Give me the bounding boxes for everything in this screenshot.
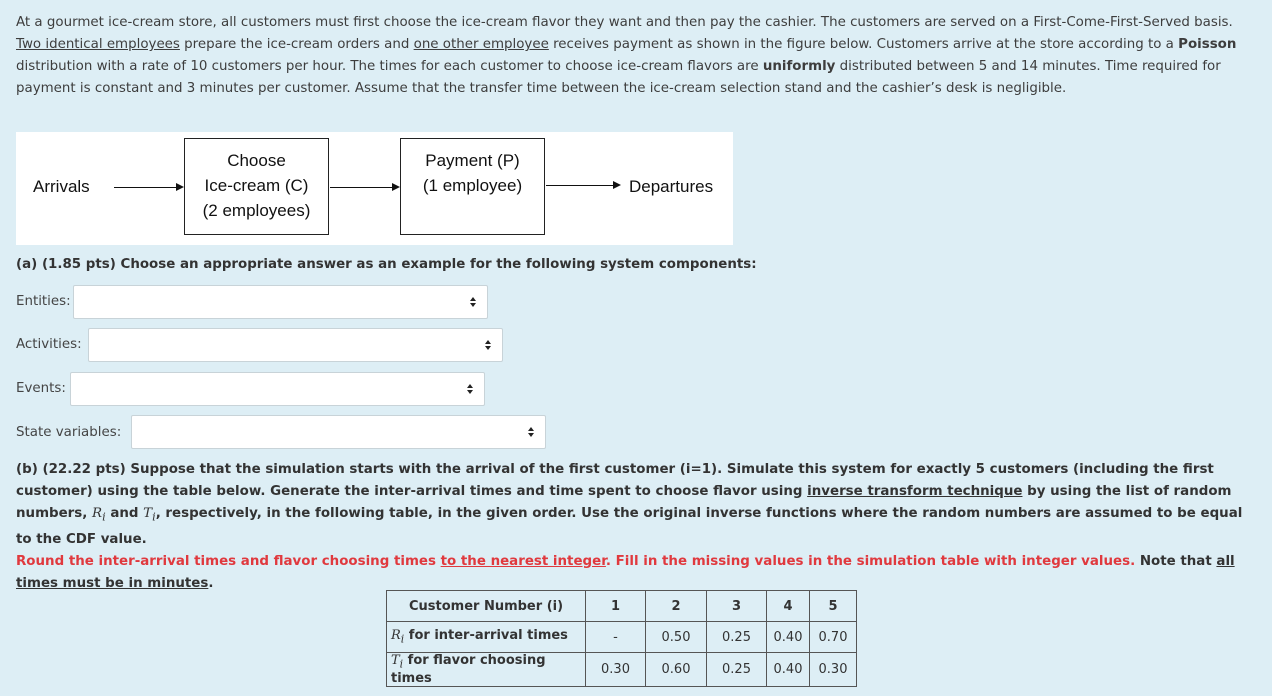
intro-underline-2: one other employee	[413, 37, 549, 52]
math-r: R	[92, 506, 103, 521]
select-arrows-icon	[528, 426, 535, 440]
r-value-5: 0.70	[810, 622, 857, 653]
departures-label: Departures	[629, 177, 714, 196]
row-label-t	[387, 653, 586, 687]
activities-dropdown[interactable]	[88, 328, 503, 362]
select-arrows-icon	[470, 296, 477, 310]
choose-box-line-2: Ice-cream (C)	[204, 176, 309, 195]
math-t-sub: i	[152, 510, 156, 524]
t-value-3: 0.25	[707, 653, 767, 687]
intro-text: distributed between 5 and 14 minutes. Time required for payment is constant and 3 minutes per customer. Assume that the transfer time between the ice-cream selection stand and the cashier’s desk is negligible.	[16, 59, 1221, 96]
part-b-text: (b) (22.22 pts) Suppose that the simulation starts with the arrival of the first customer (i=1). Simulate this system for exactly 5 customers (including the first customer) using the table below. Generate the inter-arrival times and time spent to choose flavor using	[16, 462, 1214, 499]
part-b-instructions	[16, 459, 1248, 595]
choose-box-line-1: Choose	[227, 151, 286, 170]
intro-underline-1: Two identical employees	[16, 37, 180, 52]
intro-text: prepare the ice-cream orders and	[179, 37, 414, 52]
r-value-1: -	[586, 622, 646, 653]
arrow-choose-to-payment	[330, 187, 398, 188]
table-row	[387, 622, 857, 653]
t-value-1: 0.30	[586, 653, 646, 687]
part-b-underline-minutes: all times must be in minutes	[16, 553, 1235, 591]
intro-bold-poisson: Poisson	[1178, 37, 1237, 52]
part-b-text: by using the list of random numbers,	[16, 484, 1232, 521]
activities-label: Activities:	[16, 337, 82, 352]
problem-statement	[16, 12, 1248, 100]
r-value-3: 0.25	[707, 622, 767, 653]
part-b-red-note	[16, 554, 1135, 569]
math-r-symbol	[92, 506, 106, 524]
part-b-text: .	[208, 575, 214, 591]
part-b-text: , respectively, in the following table, in the given order. Use the original inverse functions where the random numbers are assumed to be equal to the CDF value.	[16, 506, 1243, 547]
customer-col-5: 5	[810, 591, 857, 622]
events-dropdown[interactable]	[70, 372, 485, 406]
entities-dropdown[interactable]	[73, 285, 488, 319]
math-t-sub: i	[399, 657, 404, 671]
customer-col-4: 4	[767, 591, 810, 622]
payment-box	[400, 138, 545, 235]
system-flow-diagram	[16, 132, 733, 245]
part-b-text: and	[105, 506, 144, 521]
part-b-text: Note that	[1135, 553, 1217, 569]
customer-col-2: 2	[646, 591, 707, 622]
row-label-r	[387, 622, 586, 653]
red-underline: to the nearest integer	[440, 553, 606, 569]
intro-text: distribution with a rate of 10 customers per hour. The times for each customer to choose ice-cream flavors are	[16, 59, 763, 74]
choose-icecream-box	[184, 138, 329, 235]
r-value-2: 0.50	[646, 622, 707, 653]
select-arrows-icon	[485, 339, 492, 353]
table-row	[387, 591, 857, 622]
math-t-symbol	[391, 653, 404, 671]
intro-text: receives payment as shown in the figure below. Customers arrive at the store according to a	[548, 37, 1179, 52]
entities-label: Entities:	[16, 294, 71, 309]
choose-box-line-3: (2 employees)	[202, 201, 311, 220]
math-t-symbol	[143, 506, 156, 524]
header-customer-number: Customer Number (i)	[387, 591, 586, 622]
row-label-text: for flavor choosing times	[391, 653, 546, 686]
intro-bold-uniformly: uniformly	[762, 59, 836, 74]
simulation-table	[386, 590, 857, 687]
red-text: Round the inter-arrival times and flavor choosing times	[16, 553, 441, 569]
customer-col-3: 3	[707, 591, 767, 622]
red-text: . Fill in the missing values in the simulation table with integer values.	[605, 553, 1136, 569]
payment-box-line-1: Payment (P)	[425, 151, 520, 170]
select-arrows-icon	[467, 383, 474, 397]
arrow-arrivals-to-choose	[114, 187, 182, 188]
t-value-2: 0.60	[646, 653, 707, 687]
t-value-4: 0.40	[767, 653, 810, 687]
math-r-sub: i	[102, 510, 106, 524]
part-a-heading: (a) (1.85 pts) Choose an appropriate answer as an example for the following system components:	[16, 257, 757, 272]
table-row	[387, 653, 857, 687]
state-variables-dropdown[interactable]	[131, 415, 546, 449]
arrow-payment-to-departures	[546, 185, 619, 186]
row-label-text: for inter-arrival times	[404, 628, 568, 644]
arrivals-label: Arrivals	[33, 177, 90, 196]
math-r-sub: i	[400, 632, 405, 646]
r-value-4: 0.40	[767, 622, 810, 653]
events-label: Events:	[16, 381, 66, 396]
t-value-5: 0.30	[810, 653, 857, 687]
math-r: R	[391, 628, 401, 644]
part-b-underline-technique: inverse transform technique	[807, 484, 1023, 499]
math-t: T	[391, 653, 400, 668]
intro-text: At a gourmet ice-cream store, all customers must first choose the ice-cream flavor they want and then pay the cashier. The customers are served on a First-Come-First-Served basis.	[16, 15, 1233, 30]
math-r-symbol	[391, 628, 405, 646]
customer-col-1: 1	[586, 591, 646, 622]
payment-box-line-2: (1 employee)	[422, 176, 523, 195]
state-variables-label: State variables:	[16, 425, 122, 440]
math-t: T	[143, 506, 153, 521]
